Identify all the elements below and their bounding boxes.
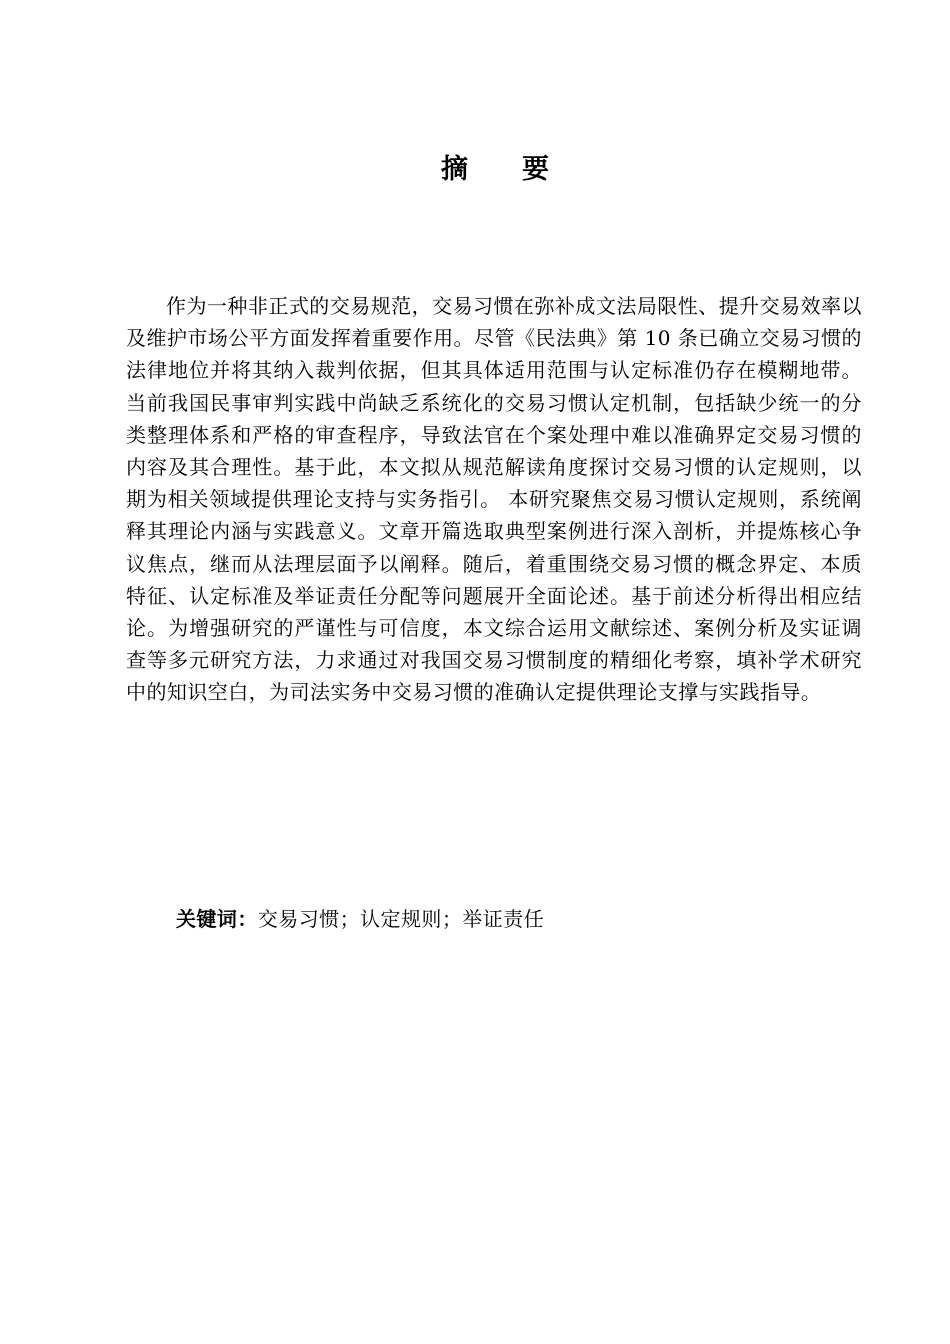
- keywords-label: 关键词：: [176, 907, 258, 931]
- page-title: 摘 要: [441, 154, 549, 185]
- abstract-paragraph: 作为一种非正式的交易规范，交易习惯在弥补成文法局限性、提升交易效率以及维护市场公平方面发挥着重要作用。尽管《民法典》第 10 条已确立交易习惯的法律地位并将其纳入裁判依据，但其具体适用范围与认定标准仍存在模糊地带。当前我国民事审判实践中尚缺乏系统化的交易习惯认定机制，包括缺少统一的分类整理体系和严格的审查程序，导致法官在个案处理中难以准确界定交易习惯的内容及其合理性。基于此，本文拟从规范解读角度探讨交易习惯的认定规则，以期为相关领域提供理论支持与实务指引。 本研究聚焦交易习惯认定规则，系统阐释其理论内涵与实践意义。文章开篇选取典型案例进行深入剖析，并提炼核心争议焦点，继而从法理层面予以阐释。随后，着重围绕交易习惯的概念界定、本质特征、认定标准及举证责任分配等问题展开全面论述。基于前述分析得出相应结论。为增强研究的严谨性与可信度，本文综合运用文献综述、案例分析及实证调查等多元研究方法，力求通过对我国交易习惯制度的精细化考察，填补学术研究中的知识空白，为司法实务中交易习惯的准确认定提供理论支撑与实践指导。: [126, 294, 862, 705]
- keywords-text: 交易习惯；认定规则；举证责任: [257, 907, 545, 931]
- keywords-line: [176, 903, 856, 935]
